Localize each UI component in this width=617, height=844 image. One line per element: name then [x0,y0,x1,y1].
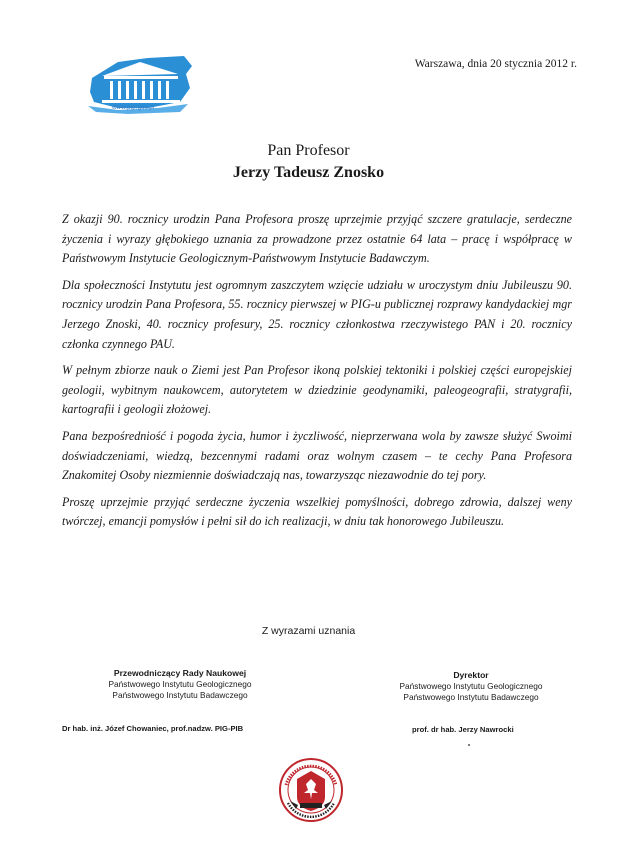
signature-org: Państwowego Instytutu Badawczego [112,690,248,700]
signature-block-left [78,668,282,701]
salutation-title: Pan Profesor [267,142,350,159]
signatory-name-right: prof. dr hab. Jerzy Nawrocki [412,725,514,734]
signature-org: Państwowego Instytutu Geologicznego [399,681,543,691]
signature-block-right [374,670,568,703]
salutation-name: Jerzy Tadeusz Znosko [232,164,385,181]
letter-body [62,210,572,539]
signatory-name-left: Dr hab. inż. Józef Chowaniec, prof.nadzw. PIG-PIB [62,724,244,733]
paragraph: Z okazji 90. rocznicy urodzin Pana Profesora proszę uprzejmie przyjąć szczere gratulacje, serdeczne życzenia i wyrazy głębokiego uznania za prowadzone przez ostatnie 64 lata – pracę i współpracę w Państwowym Instytucie Geologicznym-Państwowym Instytucie Badawczym. [62,212,572,266]
paragraph: Pana bezpośredniość i pogoda życia, humor i życzliwość, nieprzerwana wola by zawsze służyć Swoimi doświadczeniami, wiedzą, bezcennymi radami oraz wolnym czasem – te cechy Pana Profesora Znakomitej Osoby niezmiennie doświadczają nas, towarzysząc niezawodnie do tej pory. [62,428,572,483]
paragraph: Dla społeczności Instytutu jest ogromnym zaszczytem wzięcie udziału w uroczystym dniu Jubileuszu 90. rocznicy urodzin Pana Profesora, 55. rocznicy pierwszej w PIG-u publicznej rozprawy kandydackiej mgr Jerzego Znoski, 40. rocznicy profesury, 25. rocznicy członkostwa rzeczywistego PAN i 20. rocznicy członka czynnego PAU. [62,277,572,351]
signature-role: Przewodniczący Rady Naukowej [113,668,247,678]
logo-url-text: www.pgi.gov.pl [112,105,155,111]
ink-dot [468,744,470,746]
signature-role: Dyrektor [453,670,489,680]
signature-org: Państwowego Instytutu Badawczego [403,692,539,702]
closing-line: Z wyrazami uznania [261,625,356,637]
institute-seal-icon [278,757,344,823]
paragraph: W pełnym zbiorze nauk o Ziemi jest Pan Profesor ikoną polskiej tektoniki i polskiej części europejskiej geologii, wybitnym naukowcem, autorytetem w dziedzinie geodynamiki, paleogeografii, stratygrafii, kartografii i geologii złożowej. [62,363,572,417]
date-line: Warszawa, dnia 20 stycznia 2012 r. [414,58,577,70]
signature-org: Państwowego Instytutu Geologicznego [108,679,252,689]
paragraph: Proszę uprzejmie przyjąć serdeczne życzenia wszelkiej pomyślności, dobrego zdrowia, dalszej weny twórczej, emancji pomysłów i pełni sił do ich realizacji, w dniu tak honorowego Jubileuszu. [62,494,572,529]
